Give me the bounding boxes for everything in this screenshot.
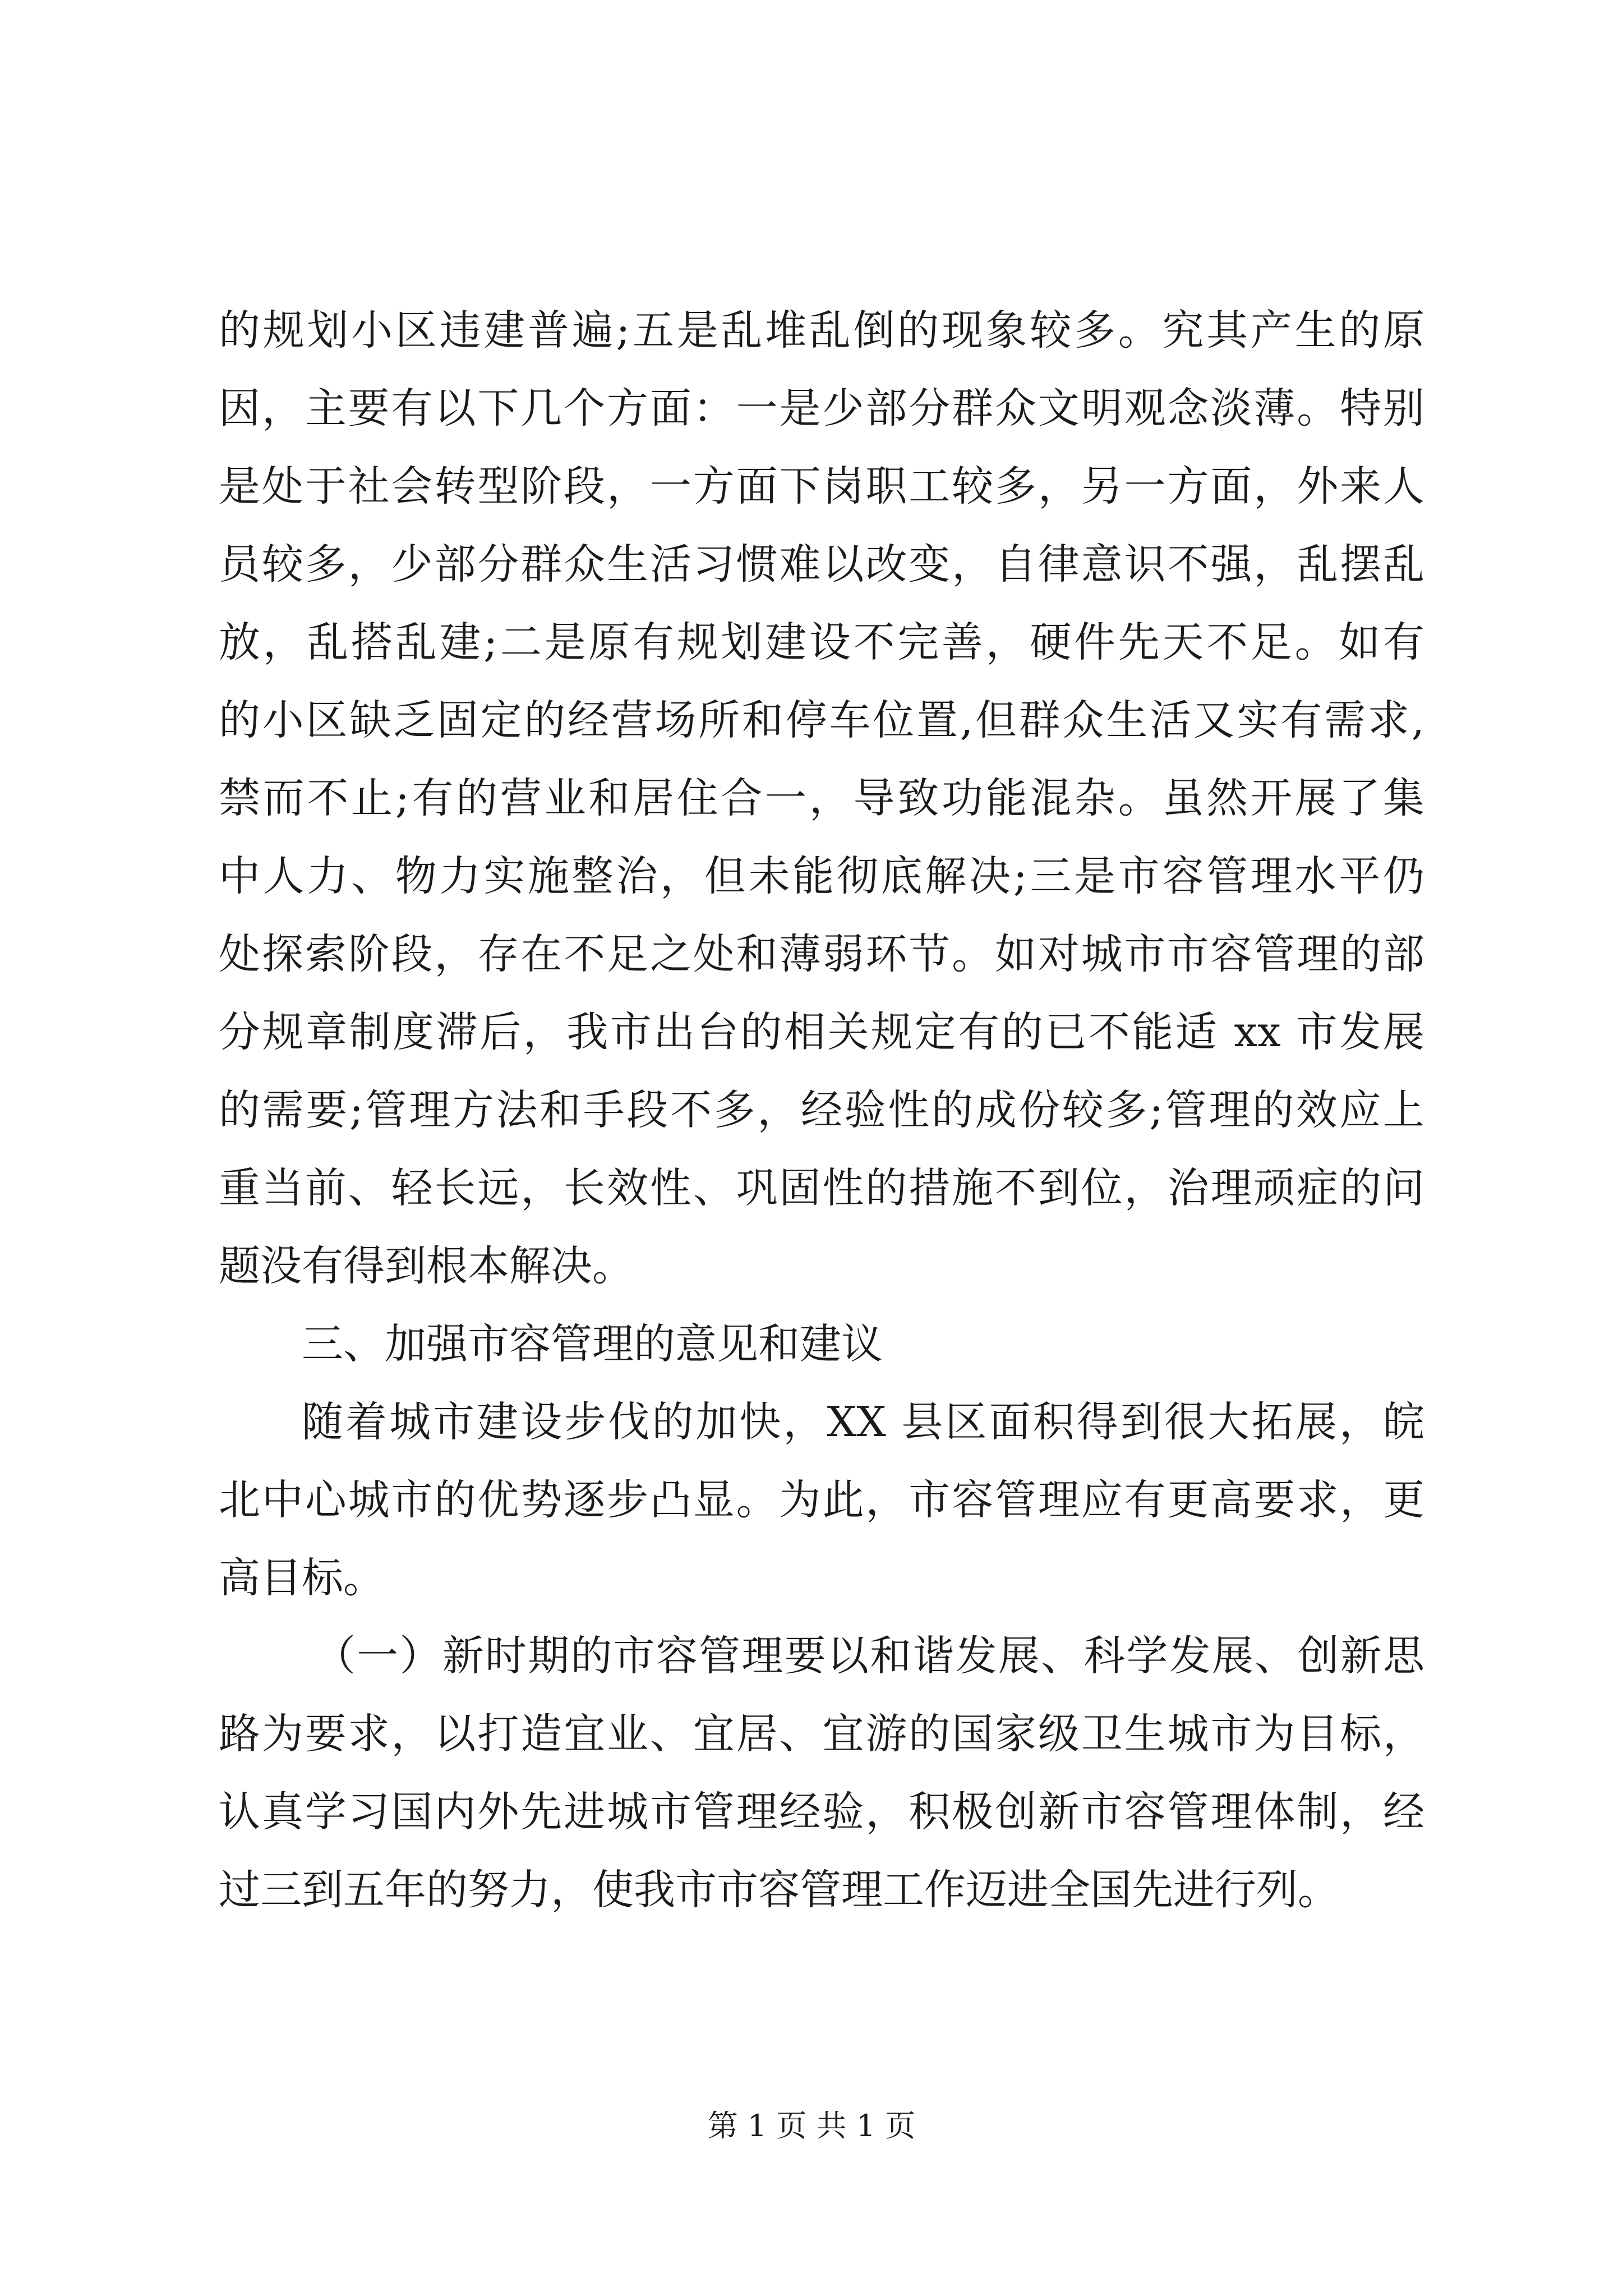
text-line: 的规划小区违建普遍;五是乱堆乱倒的现象较多。究其产生的原 <box>219 306 1424 355</box>
text-line: 中人力、物力实施整治，但未能彻底解决;三是市容管理水平仍 <box>219 852 1424 900</box>
text-line: 题没有得到根本解决。 <box>219 1242 634 1290</box>
section-heading <box>219 1305 1424 1383</box>
text-line: 处探索阶段，存在不足之处和薄弱环节。如对城市市容管理的部 <box>219 930 1424 978</box>
text-line: 随着城市建设步伐的加快，XX 县区面积得到很大拓展，皖 <box>302 1398 1424 1446</box>
text-line: 是处于社会转型阶段，一方面下岗职工较多，另一方面，外来人 <box>219 462 1424 510</box>
text-line: 禁而不止;有的营业和居住合一，导致功能混杂。虽然开展了集 <box>219 774 1424 822</box>
paragraph-intro <box>219 1383 1424 1617</box>
text-line: 分规章制度滞后，我市出台的相关规定有的已不能适 xx 市发展 <box>219 1008 1424 1056</box>
text-line: 的需要;管理方法和手段不多，经验性的成份较多;管理的效应上 <box>219 1086 1424 1134</box>
text-line: 放，乱搭乱建;二是原有规划建设不完善，硬件先天不足。如有 <box>219 618 1424 666</box>
text-line: 的小区缺乏固定的经营场所和停车位置,但群众生活又实有需求, <box>219 696 1424 744</box>
page-number-label: 第 1 页 共 1 页 <box>707 2108 916 2143</box>
text-line: 认真学习国内外先进城市管理经验，积极创新市容管理体制，经 <box>219 1788 1424 1836</box>
text-line: （一）新时期的市容管理要以和谐发展、科学发展、创新思 <box>314 1632 1424 1680</box>
text-line: 路为要求，以打造宜业、宜居、宜游的国家级卫生城市为目标， <box>219 1710 1424 1758</box>
text-line: 员较多，少部分群众生活习惯难以改变，自律意识不强，乱摆乱 <box>219 540 1424 588</box>
heading-line: 三、加强市容管理的意见和建议 <box>302 1320 883 1368</box>
document-body <box>219 292 1424 1929</box>
text-line: 高目标。 <box>219 1554 385 1602</box>
text-line: 北中心城市的优势逐步凸显。为此，市容管理应有更高要求，更 <box>219 1476 1424 1524</box>
page-footer <box>0 2106 1623 2146</box>
text-line: 重当前、轻长远，长效性、巩固性的措施不到位，治理顽症的问 <box>219 1164 1424 1212</box>
paragraph-item-one <box>219 1617 1424 1929</box>
text-line: 因，主要有以下几个方面：一是少部分群众文明观念淡薄。特别 <box>219 384 1424 432</box>
text-line: 过三到五年的努力，使我市市容管理工作迈进全国先进行列。 <box>219 1866 1339 1914</box>
paragraph-continuation <box>219 292 1424 1305</box>
